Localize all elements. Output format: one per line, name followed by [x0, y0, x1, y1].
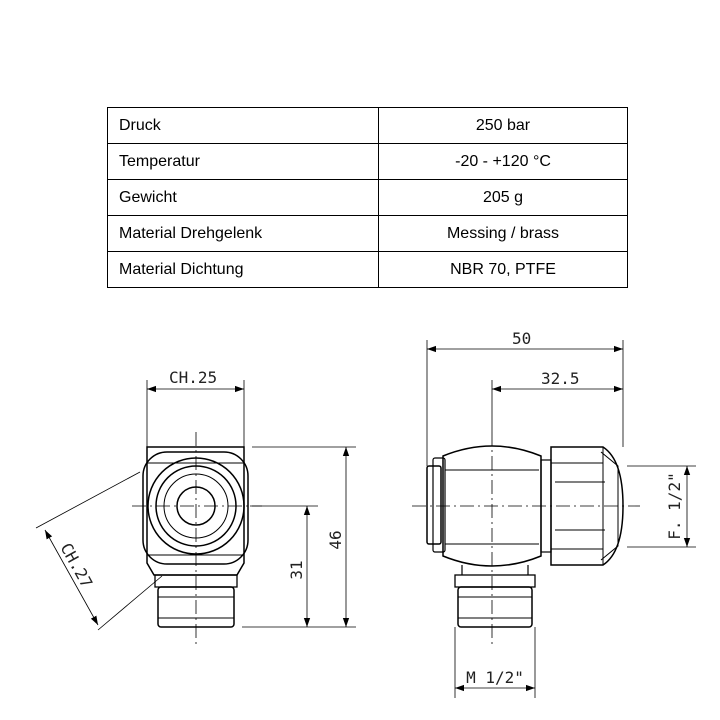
spec-value: Messing / brass: [379, 216, 628, 252]
dim-50-label: 50: [512, 329, 532, 348]
spec-value: 250 bar: [379, 108, 628, 144]
spec-label: Material Dichtung: [108, 252, 379, 288]
dim-m12-label: M 1/2": [466, 668, 524, 687]
spec-value: -20 - +120 °C: [379, 144, 628, 180]
dim-ch27-label: CH.27: [56, 539, 97, 592]
spec-label: Gewicht: [108, 180, 379, 216]
side-centerlines: [412, 432, 640, 644]
spec-label: Temperatur: [108, 144, 379, 180]
dim-f12-label: F. 1/2": [665, 472, 684, 540]
dim-ch25-label: CH.25: [169, 368, 218, 387]
dim-46-label: 46: [326, 530, 345, 550]
spec-value: 205 g: [379, 180, 628, 216]
front-view: [143, 447, 248, 627]
dim-325-label: 32.5: [541, 369, 580, 388]
dim-31-label: 31: [287, 560, 306, 580]
spec-label: Material Drehgelenk: [108, 216, 379, 252]
side-dimensions: [427, 340, 696, 698]
spec-label: Druck: [108, 108, 379, 144]
spec-value: NBR 70, PTFE: [379, 252, 628, 288]
side-view: [427, 446, 623, 627]
